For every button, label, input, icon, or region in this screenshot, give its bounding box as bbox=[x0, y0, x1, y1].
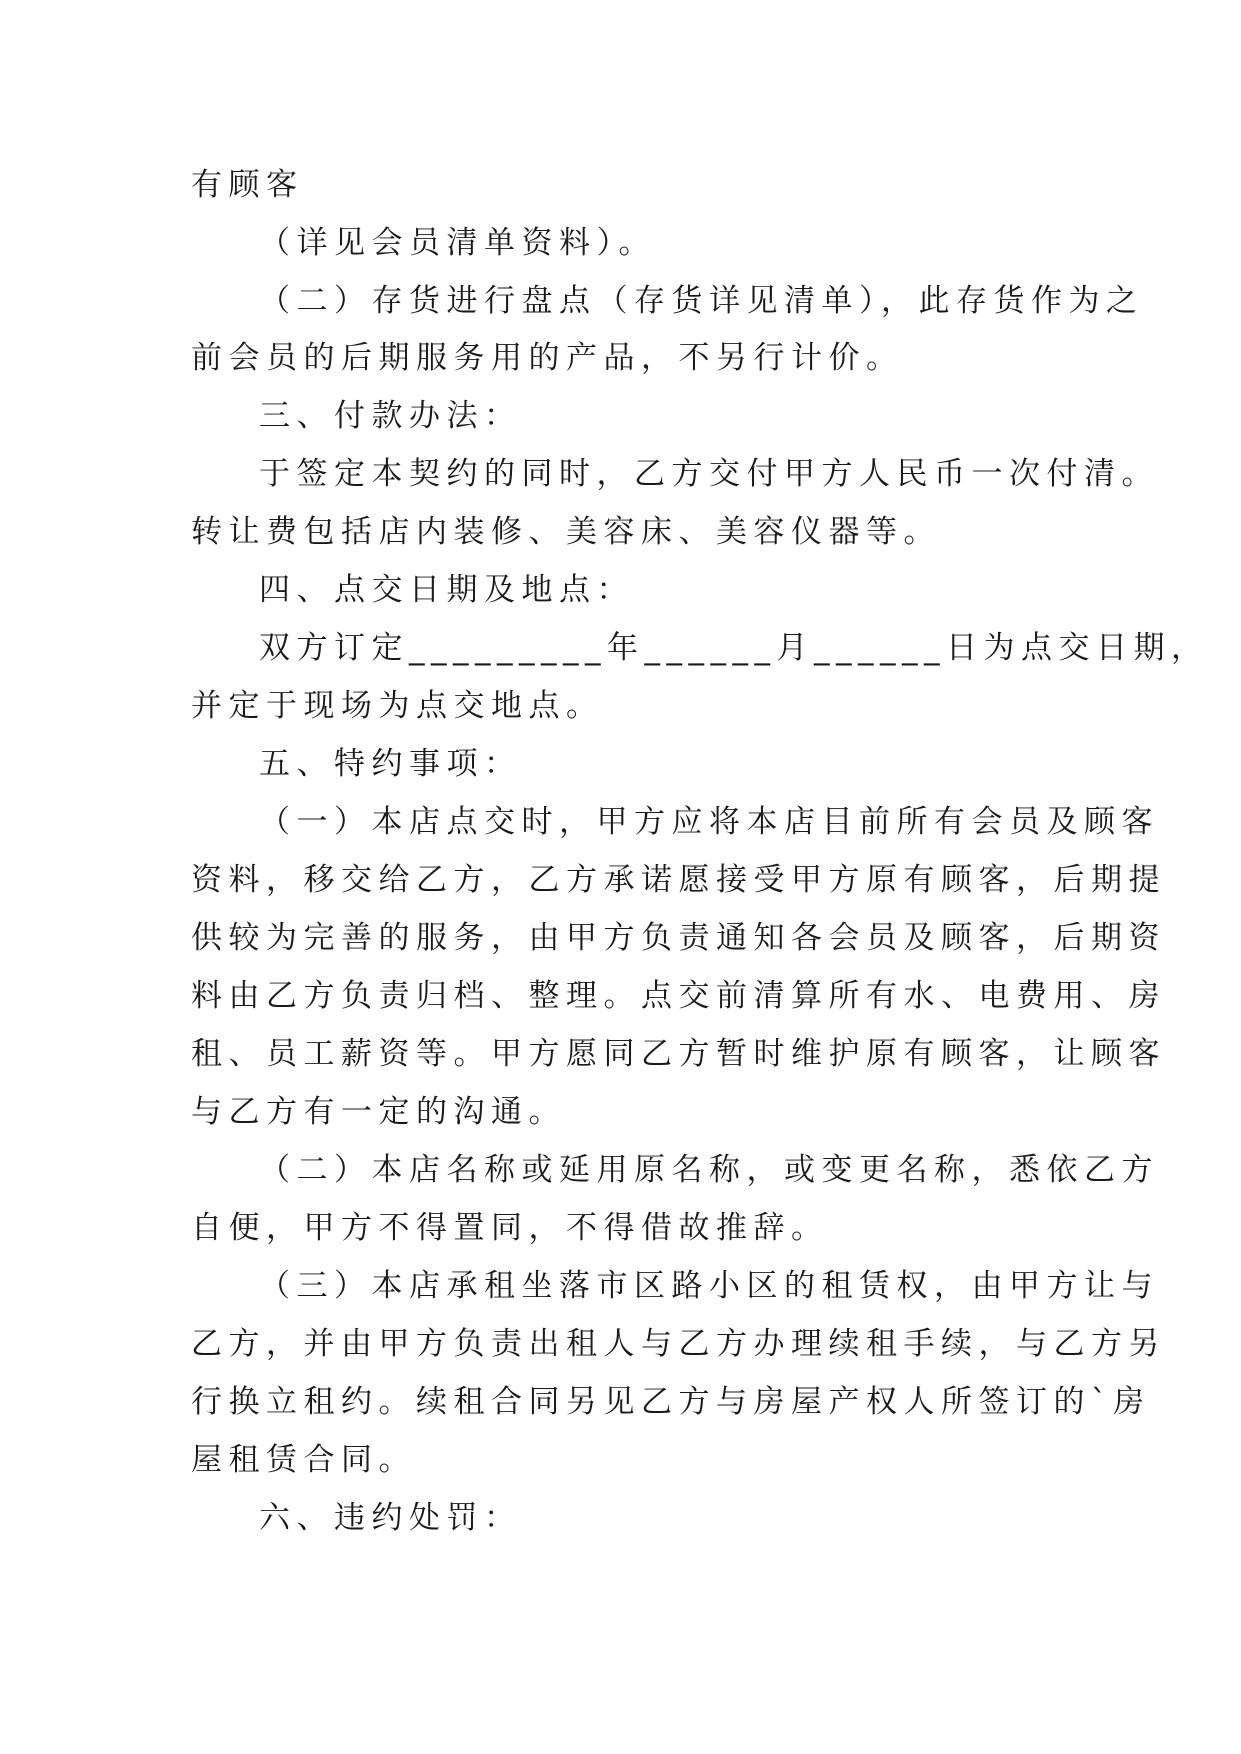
text-line: （详见会员清单资料）。 bbox=[259, 225, 656, 261]
text-line: 租、员工薪资等。甲方愿同乙方暂时维护原有顾客，让顾客 bbox=[191, 1036, 1166, 1072]
text-line: 并定于现场为点交地点。 bbox=[191, 688, 604, 724]
text-line: 有顾客 bbox=[191, 167, 304, 203]
section-heading: 四、点交日期及地点： bbox=[259, 572, 634, 608]
text-line: 与乙方有一定的沟通。 bbox=[191, 1094, 566, 1130]
text-line: 供较为完善的服务，由甲方负责通知各会员及顾客，后期资 bbox=[191, 920, 1166, 956]
text-line: 乙方，并由甲方负责出租人与乙方办理续租手续，与乙方另 bbox=[191, 1326, 1166, 1362]
text-line: （二）本店名称或延用原名称，或变更名称，悉依乙方 bbox=[259, 1152, 1159, 1188]
text-line: 资料，移交给乙方，乙方承诺愿接受甲方原有顾客，后期提 bbox=[191, 862, 1166, 898]
text-line: 料由乙方负责归档、整理。点交前清算所有水、电费用、房 bbox=[191, 978, 1166, 1014]
text-line: （一）本店点交时，甲方应将本店目前所有会员及顾客 bbox=[259, 804, 1159, 840]
section-heading: 五、特约事项： bbox=[259, 746, 522, 782]
section-heading: 三、付款办法： bbox=[259, 398, 522, 434]
text-line: 于签定本契约的同时，乙方交付甲方人民币一次付清。 bbox=[259, 456, 1159, 492]
text-line: 行换立租约。续租合同另见乙方与房屋产权人所签订的`房 bbox=[191, 1384, 1151, 1420]
text-line: 双方订定_________年______月______日为点交日期， bbox=[259, 630, 1209, 666]
text-line: 屋租赁合同。 bbox=[191, 1442, 416, 1478]
section-heading: 六、违约处罚： bbox=[259, 1500, 522, 1536]
text-line: 自便，甲方不得置同，不得借故推辞。 bbox=[191, 1210, 829, 1246]
text-line: （三）本店承租坐落市区路小区的租赁权，由甲方让与 bbox=[259, 1268, 1159, 1304]
text-line: （二）存货进行盘点（存货详见清单），此存货作为之 bbox=[259, 283, 1144, 319]
text-line: 前会员的后期服务用的产品，不另行计价。 bbox=[191, 340, 904, 376]
text-line: 转让费包括店内装修、美容床、美容仪器等。 bbox=[191, 514, 941, 550]
